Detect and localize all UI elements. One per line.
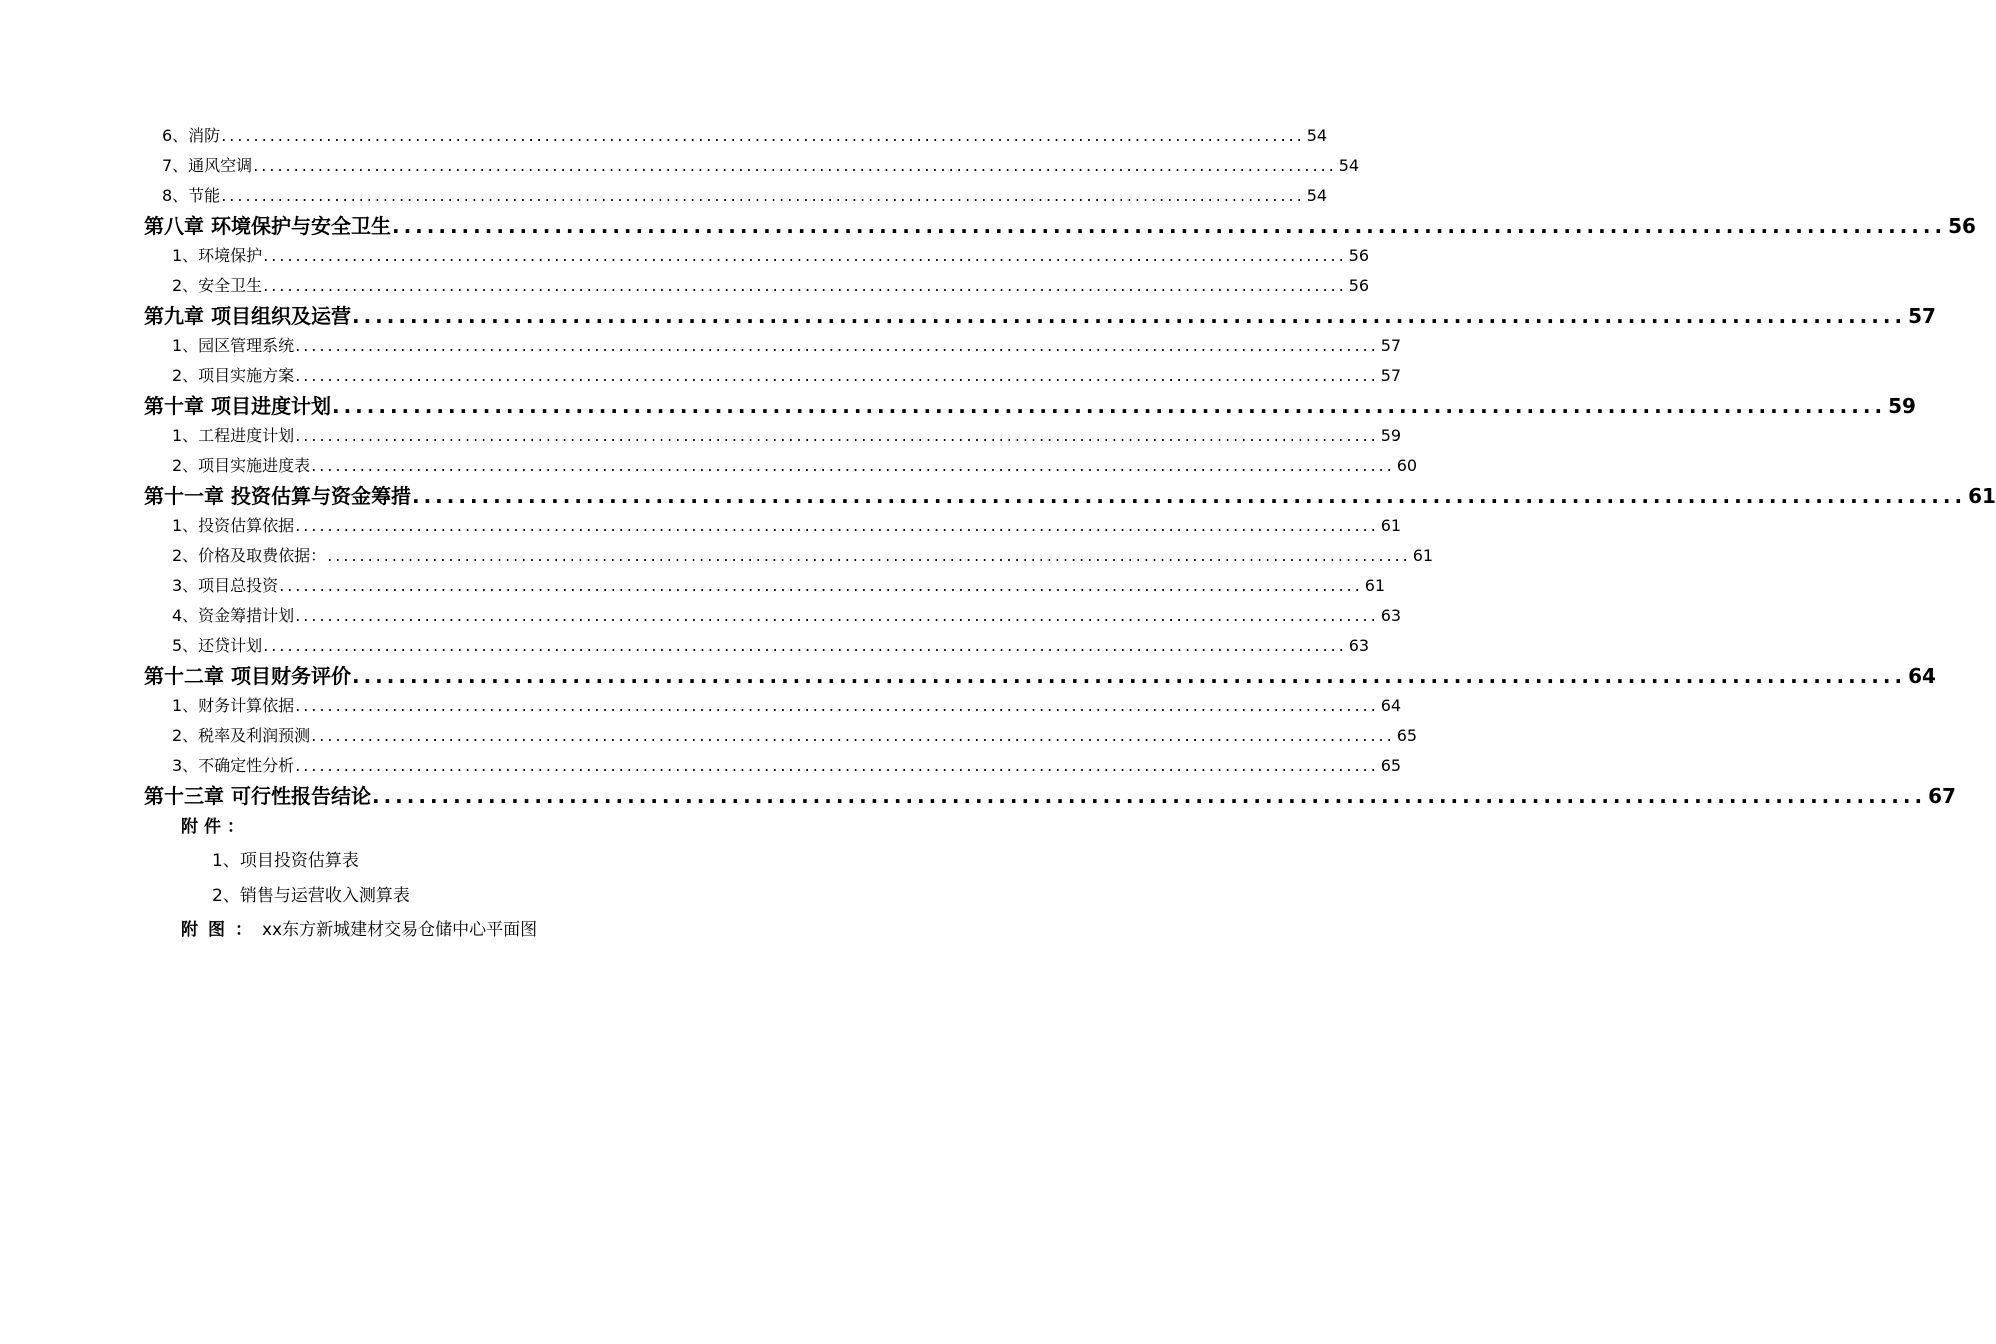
appendix-item <box>212 881 1162 906</box>
toc-entry-label: 8、节能 <box>162 186 221 205</box>
dot-leader: ...................................................................................................................................... <box>391 214 1947 238</box>
toc-page-number: 56 <box>1348 246 1370 265</box>
toc-entry[interactable] <box>172 691 1402 721</box>
toc-entry-label: 5、还贷计划 <box>172 636 263 655</box>
toc-page-number: 57 <box>1380 336 1402 355</box>
appendix-figure <box>181 915 1131 940</box>
dot-leader: ...................................................................................................................................... <box>295 336 1379 355</box>
toc-page-number: 61 <box>1968 484 1996 508</box>
table-of-contents <box>0 121 1996 811</box>
toc-page-number: 61 <box>1364 576 1386 595</box>
dot-leader: ...................................................................................................................................... <box>295 696 1379 715</box>
dot-leader: ...................................................................................................................................... <box>411 484 1967 508</box>
toc-entry[interactable] <box>172 331 1402 361</box>
appendix-item <box>212 846 1162 871</box>
toc-entry[interactable] <box>172 271 1370 301</box>
toc-entry[interactable] <box>172 511 1402 541</box>
dot-leader: ...................................................................................................................................... <box>221 126 1305 145</box>
appendix-heading <box>181 812 1131 837</box>
toc-page-number: 56 <box>1948 214 1976 238</box>
dot-leader: ...................................................................................................................................... <box>351 304 1907 328</box>
toc-entry[interactable] <box>172 721 1418 751</box>
toc-page-number: 59 <box>1380 426 1402 445</box>
toc-page-number: 61 <box>1412 546 1434 565</box>
toc-page-number: 57 <box>1908 304 1936 328</box>
toc-entry-label: 1、工程进度计划 <box>172 426 295 445</box>
toc-page-number: 65 <box>1396 726 1418 745</box>
toc-entry[interactable] <box>162 151 1360 181</box>
toc-entry[interactable] <box>172 421 1402 451</box>
dot-leader: ...................................................................................................................................... <box>295 756 1379 775</box>
dot-leader: ...................................................................................................................................... <box>263 636 1347 655</box>
toc-entry-label: 1、园区管理系统 <box>172 336 295 355</box>
toc-entry-label: 2、项目实施进度表 <box>172 456 311 475</box>
toc-entry-label: 2、项目实施方案 <box>172 366 295 385</box>
toc-entry-label: 6、消防 <box>162 126 221 145</box>
appendix-item-label: 1、项目投资估算表 <box>212 851 359 871</box>
dot-leader: ...................................................................................................................................... <box>311 456 1395 475</box>
toc-chapter[interactable] <box>144 301 1936 331</box>
toc-page-number: 63 <box>1348 636 1370 655</box>
toc-entry[interactable] <box>162 121 1328 151</box>
dot-leader: ...................................................................................................................................... <box>311 726 1395 745</box>
toc-entry[interactable] <box>172 631 1370 661</box>
toc-entry[interactable] <box>172 241 1370 271</box>
toc-entry-label: 1、投资估算依据 <box>172 516 295 535</box>
toc-entry[interactable] <box>172 451 1418 481</box>
toc-entry-label: 1、环境保护 <box>172 246 263 265</box>
toc-chapter-label: 第九章 项目组织及运营 <box>144 304 351 328</box>
dot-leader: ...................................................................................................................................... <box>253 156 1337 175</box>
toc-page-number: 60 <box>1396 456 1418 475</box>
dot-leader: ...................................................................................................................................... <box>295 606 1379 625</box>
toc-entry[interactable] <box>172 361 1402 391</box>
toc-entry[interactable] <box>172 541 1434 571</box>
toc-entry[interactable] <box>162 181 1328 211</box>
toc-entry-label: 2、税率及利润预测 <box>172 726 311 745</box>
toc-chapter-label: 第八章 环境保护与安全卫生 <box>144 214 391 238</box>
toc-chapter[interactable] <box>144 661 1936 691</box>
toc-entry-label: 3、不确定性分析 <box>172 756 295 775</box>
toc-chapter[interactable] <box>144 211 1976 241</box>
toc-chapter[interactable] <box>144 781 1956 811</box>
dot-leader: ...................................................................................................................................... <box>295 516 1379 535</box>
figure-title: xx东方新城建材交易仓储中心平面图 <box>262 920 538 940</box>
dot-leader: ...................................................................................................................................... <box>295 366 1379 385</box>
dot-leader: ...................................................................................................................................... <box>327 546 1411 565</box>
toc-page-number: 63 <box>1380 606 1402 625</box>
dot-leader: ...................................................................................................................................... <box>263 246 1347 265</box>
toc-page-number: 64 <box>1380 696 1402 715</box>
toc-entry-label: 3、项目总投资 <box>172 576 279 595</box>
toc-page-number: 54 <box>1306 186 1328 205</box>
toc-page-number: 67 <box>1928 784 1956 808</box>
appendix-title: 附件： <box>181 817 250 837</box>
toc-chapter-label: 第十二章 项目财务评价 <box>144 664 351 688</box>
dot-leader: ...................................................................................................................................... <box>221 186 1305 205</box>
dot-leader: ...................................................................................................................................... <box>295 426 1379 445</box>
toc-page-number: 59 <box>1888 394 1916 418</box>
toc-chapter-label: 第十章 项目进度计划 <box>144 394 331 418</box>
toc-page-number: 54 <box>1306 126 1328 145</box>
appendix-item-label: 2、销售与运营收入测算表 <box>212 886 410 906</box>
toc-page-number: 65 <box>1380 756 1402 775</box>
toc-page-number: 61 <box>1380 516 1402 535</box>
toc-entry-label: 2、价格及取费依据： <box>172 546 327 565</box>
toc-entry[interactable] <box>172 751 1402 781</box>
toc-entry-label: 7、通风空调 <box>162 156 253 175</box>
toc-chapter-label: 第十三章 可行性报告结论 <box>144 784 371 808</box>
toc-entry[interactable] <box>172 571 1386 601</box>
toc-page-number: 54 <box>1338 156 1360 175</box>
toc-chapter[interactable] <box>144 391 1916 421</box>
toc-chapter-label: 第十一章 投资估算与资金筹措 <box>144 484 411 508</box>
toc-entry[interactable] <box>172 601 1402 631</box>
toc-entry-label: 2、安全卫生 <box>172 276 263 295</box>
toc-page-number: 64 <box>1908 664 1936 688</box>
dot-leader: ...................................................................................................................................... <box>279 576 1363 595</box>
toc-chapter[interactable] <box>144 481 1996 511</box>
dot-leader: ...................................................................................................................................... <box>351 664 1907 688</box>
toc-entry-label: 1、财务计算依据 <box>172 696 295 715</box>
toc-page-number: 57 <box>1380 366 1402 385</box>
dot-leader: ...................................................................................................................................... <box>263 276 1347 295</box>
figure-heading: 附图： <box>181 920 262 940</box>
toc-entry-label: 4、资金筹措计划 <box>172 606 295 625</box>
dot-leader: ...................................................................................................................................... <box>331 394 1887 418</box>
toc-page-number: 56 <box>1348 276 1370 295</box>
dot-leader: ...................................................................................................................................... <box>371 784 1927 808</box>
